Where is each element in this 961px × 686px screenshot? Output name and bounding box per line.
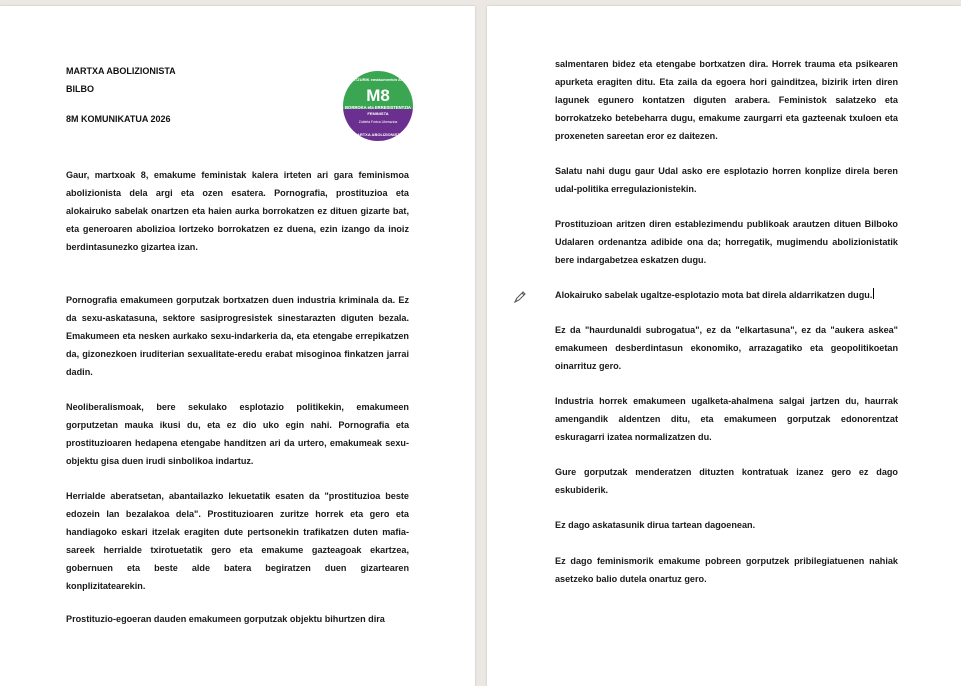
logo-small-text: Zubieta Fortza Liberazioa (358, 120, 398, 124)
paragraph: Prostituzioan aritzen diren establezimendu publikoak arautzen dituen Bilboko Udalaren ordenantza adibide ona da; horregatik, mugimendu abolizionistatik bere indargabetzea eskatzen dugu. (555, 219, 898, 265)
header-city: BILBO (66, 84, 94, 94)
paragraph: Gaur, martxoak 8, emakume feministak kalera irteten ari gara feminismoa abolizionista dela argi eta ozen esatera. Pornografia, prostituzioa eta alokairuko sabelak onartzen eta haien aurka borrokatzen ez dituen gizarte bat, eta generoaren abolizioa lortzeko borrokatzen ez duena, ezin izango da inoiz berdintasunezko gizartea izan. (66, 170, 409, 252)
logo-bottom-text: MARTXA ABOLIZIONISTA (353, 132, 403, 137)
paragraph: Salatu nahi dugu gaur Udal asko ere esplotazio horren konplize direla beren udal-politika erregulazionistekin. (555, 166, 898, 194)
header-communique: 8M KOMUNIKATUA 2026 (66, 114, 171, 124)
logo-middle-text: BORROKA eta ERRESISTENTZIA (345, 105, 411, 110)
logo-sub-text: FEMINISTA (367, 111, 389, 116)
paragraph: Ez dago askatasunik dirua tartean dagoenean. (555, 520, 756, 530)
paragraph-text: Alokairuko sabelak ugaltze-esplotazio mota bat direla aldarrikatzen dugu. (555, 290, 873, 300)
logo-big-text: M8 (366, 86, 390, 105)
paragraph-with-caret[interactable] (555, 287, 898, 305)
m8-logo (341, 69, 415, 143)
paragraph: salmentaren bidez eta etengabe bortxatzen dira. Horrek trauma eta psikearen apurketa eragiten ditu. Eta zaila da egoera hori gainditzea, bizirik irten diren lagunek egunero kontatzen diguten arabera. Feministok salatzeko eta borrokatzeko betebeharra dugu, emakume zaurgarri eta gazteenak txuloen eta proxeneten sareetan eror ez daitezen. (555, 59, 898, 141)
paragraph: Ez da "haurdunaldi subrogatua", ez da "elkartasuna", ez da "aukera askea" emakumeen desberdintasun ekonomiko, arrazagatiko eta geopolitikoetan oinarrituz gero. (555, 325, 898, 371)
paragraph: Pornografia emakumeen gorputzak bortxatzen duen industria kriminala da. Ez da sexu-askatasuna, sektore sasiprogresistek sinestarazten diguten bezala. Emakumeen eta nesken aurkako sexu-indarkeria da, eta etengabe errepikatzen da, gizonezkoen iruditerian sexualitate-eredu erabat misoginoa finkatzen jarrai dadin. (66, 295, 409, 377)
header-org: MARTXA ABOLIZIONISTA (66, 66, 176, 76)
document-page-right[interactable] (487, 6, 961, 686)
paragraph: Prostituzio-egoeran dauden emakumeen gorputzak objektu bihurtzen dira (66, 614, 385, 624)
edit-pen-cursor-icon (513, 290, 527, 304)
paragraph: Ez dago feminismorik emakume pobreen gorputzek pribilegiatuenen nahiak asetzeko balio dutela onartuz gero. (555, 556, 898, 584)
paragraph: Herrialde aberatsetan, abantailazko lekuetatik esaten da "prostituzioa beste edozein lan bezalakoa dela". Prostituzioaren zuritze horrek eta gero eta handiagoko eskari itzelak eragiten dute pertsonekin trafikatzen duten mafia-sareek herrialde txirotuetatik gero eta emakume gazteagoak ekartzea, gobernuen eta beste alde batera begiratzen duen gizartearen konplizitatearekin. (66, 491, 409, 591)
logo-top-text: ZERBITZURIK emakumeekin AGINTE (342, 77, 414, 82)
paragraph: Neoliberalismoak, bere sekulako esplotazio politikekin, emakumeen gorputzetan mauka ikusi du, eta ez dio uko egin nahi. Pornografia eta prostituzioaren hedapena etengabe handitzen ari da urtero, emakumeak sexu-objektu gisa duen irudi sinbolikoa indartuz. (66, 402, 409, 466)
document-page-left[interactable] (0, 6, 475, 686)
text-caret (873, 288, 874, 299)
paragraph: Gure gorputzak menderatzen dituzten kontratuak izanez gero ez dago eskubiderik. (555, 467, 898, 495)
paragraph: Industria horrek emakumeen ugalketa-ahalmena salgai jartzen du, haurrak amengandik aldentzen ditu, eta emakumeen gorputzak edonorentzat eskuragarri izatea normalizatzen du. (555, 396, 898, 442)
